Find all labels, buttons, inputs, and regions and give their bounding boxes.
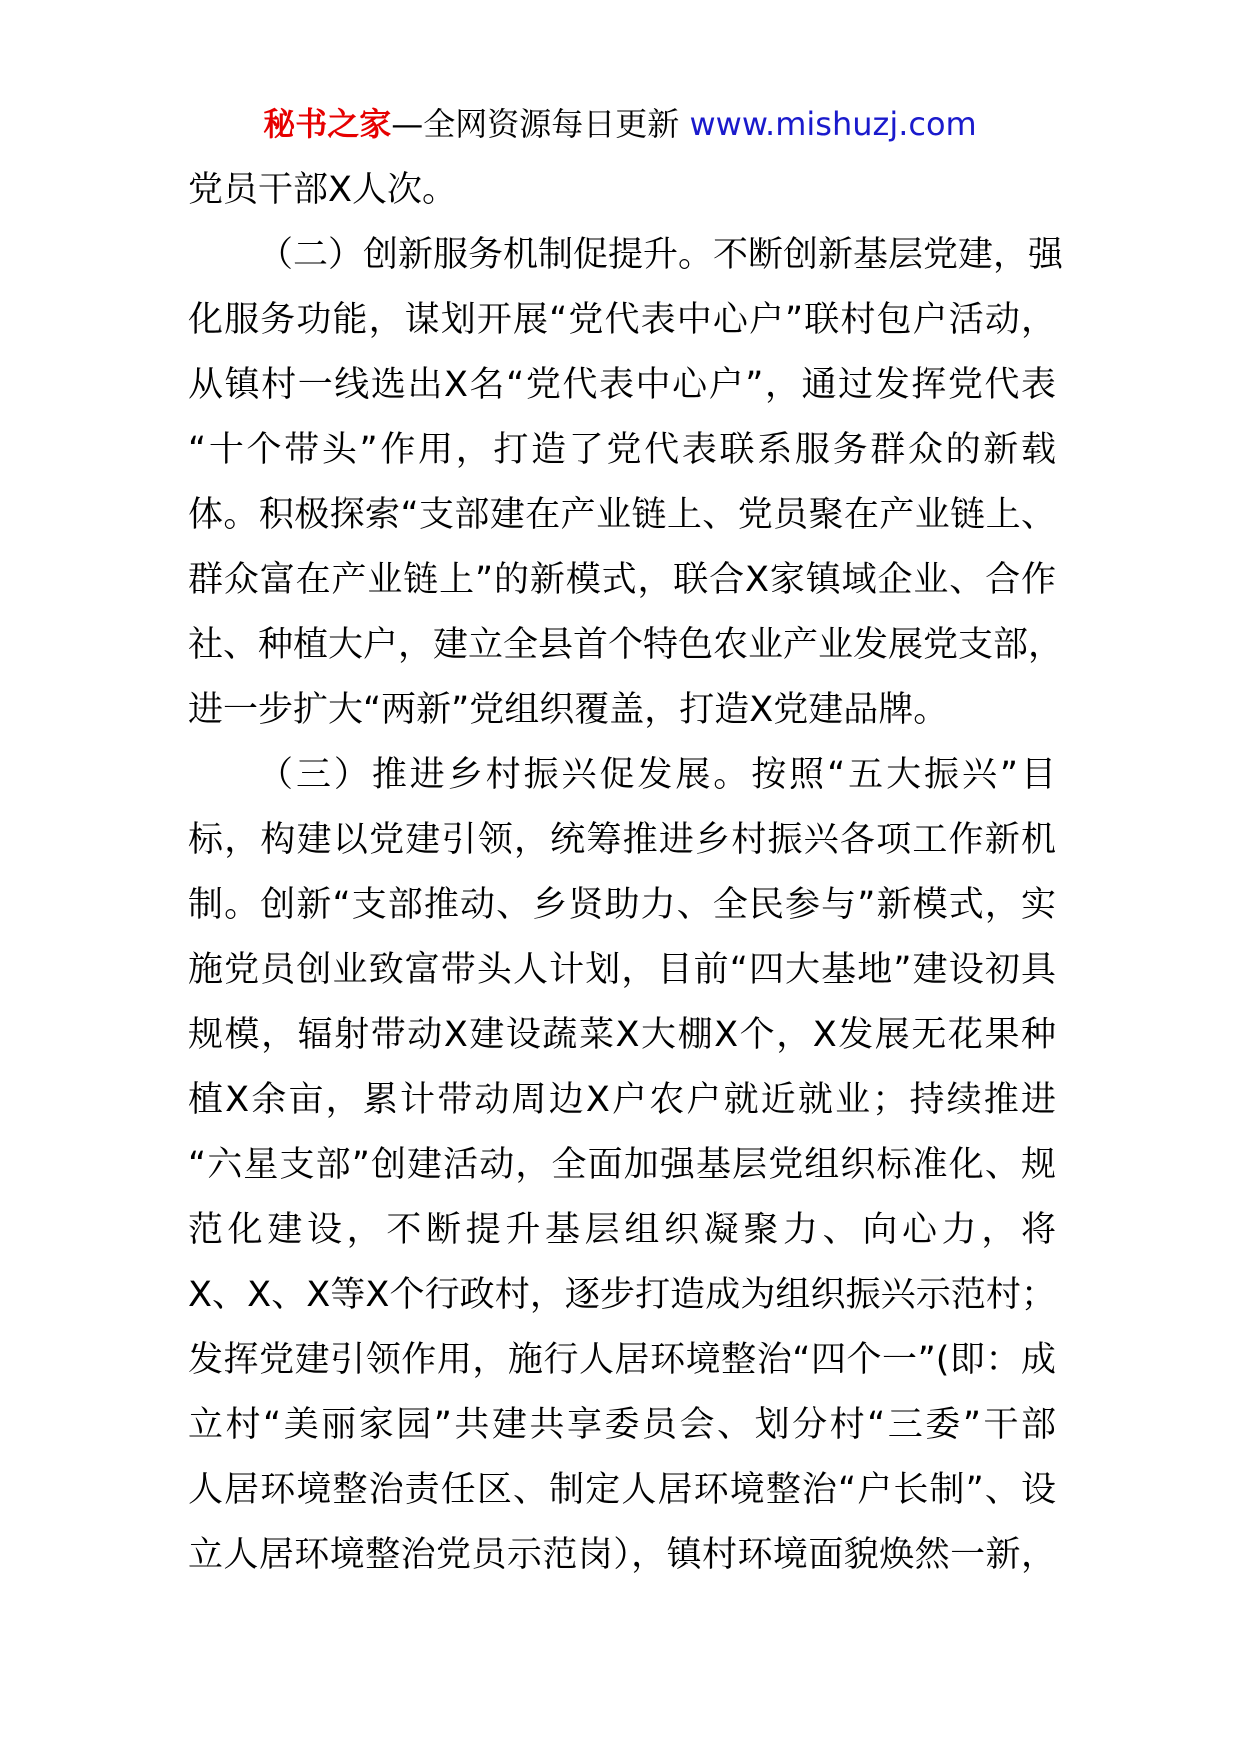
- site-url-link[interactable]: www.mishuzj.com: [689, 105, 977, 143]
- body-line: 党员干部X人次。: [188, 170, 457, 210]
- body-line: 立人居环境整治党员示范岗），镇村环境面貌焕然一新，: [188, 1535, 1056, 1575]
- body-line: 规模，辐射带动X建设蔬菜X大棚X个，X发展无花果种: [188, 1015, 1056, 1055]
- body-line: （三）推进乡村振兴促发展。按照“五大振兴”目: [258, 755, 1056, 795]
- body-line: 群众富在产业链上”的新模式，联合X家镇域企业、合作: [188, 560, 1056, 600]
- body-line: 立村“美丽家园”共建共享委员会、划分村“三委”干部: [188, 1405, 1056, 1445]
- body-line: 制。创新“支部推动、乡贤助力、全民参与”新模式，实: [188, 885, 1056, 925]
- body-line: 施党员创业致富带头人计划，目前“四大基地”建设初具: [188, 950, 1056, 990]
- body-line: 社、种植大户，建立全县首个特色农业产业发展党支部，: [188, 625, 1064, 665]
- body-line: 标，构建以党建引领，统筹推进乡村振兴各项工作新机: [188, 820, 1056, 860]
- site-brand: 秘书之家: [263, 105, 392, 143]
- body-line: “六星支部”创建活动，全面加强基层党组织标准化、规: [188, 1145, 1056, 1185]
- body-line: 体。积极探索“支部建在产业链上、党员聚在产业链上、: [188, 495, 1056, 535]
- body-line: “十个带头”作用，打造了党代表联系服务群众的新载: [188, 430, 1056, 470]
- site-header: [0, 100, 1240, 148]
- document-body: [188, 158, 1064, 1588]
- site-tagline: —全网资源每日更新: [391, 105, 680, 143]
- body-line: （二）创新服务机制促提升。不断创新基层党建，强: [258, 235, 1064, 275]
- body-line: 进一步扩大“两新”党组织覆盖，打造X党建品牌。: [188, 690, 949, 730]
- body-line: 范化建设，不断提升基层组织凝聚力、向心力，将: [188, 1210, 1056, 1250]
- body-line: 从镇村一线选出X名“党代表中心户”，通过发挥党代表: [188, 365, 1056, 405]
- body-line: X、X、X等X个行政村，逐步打造成为组织振兴示范村；: [188, 1275, 1056, 1315]
- body-line: 人居环境整治责任区、制定人居环境整治“户长制”、设: [188, 1470, 1056, 1510]
- body-line: 发挥党建引领作用，施行人居环境整治“四个一”(即：成: [188, 1340, 1056, 1380]
- body-line: 化服务功能，谋划开展“党代表中心户”联村包户活动，: [188, 300, 1056, 340]
- body-line: 植X余亩，累计带动周边X户农户就近就业；持续推进: [188, 1080, 1056, 1120]
